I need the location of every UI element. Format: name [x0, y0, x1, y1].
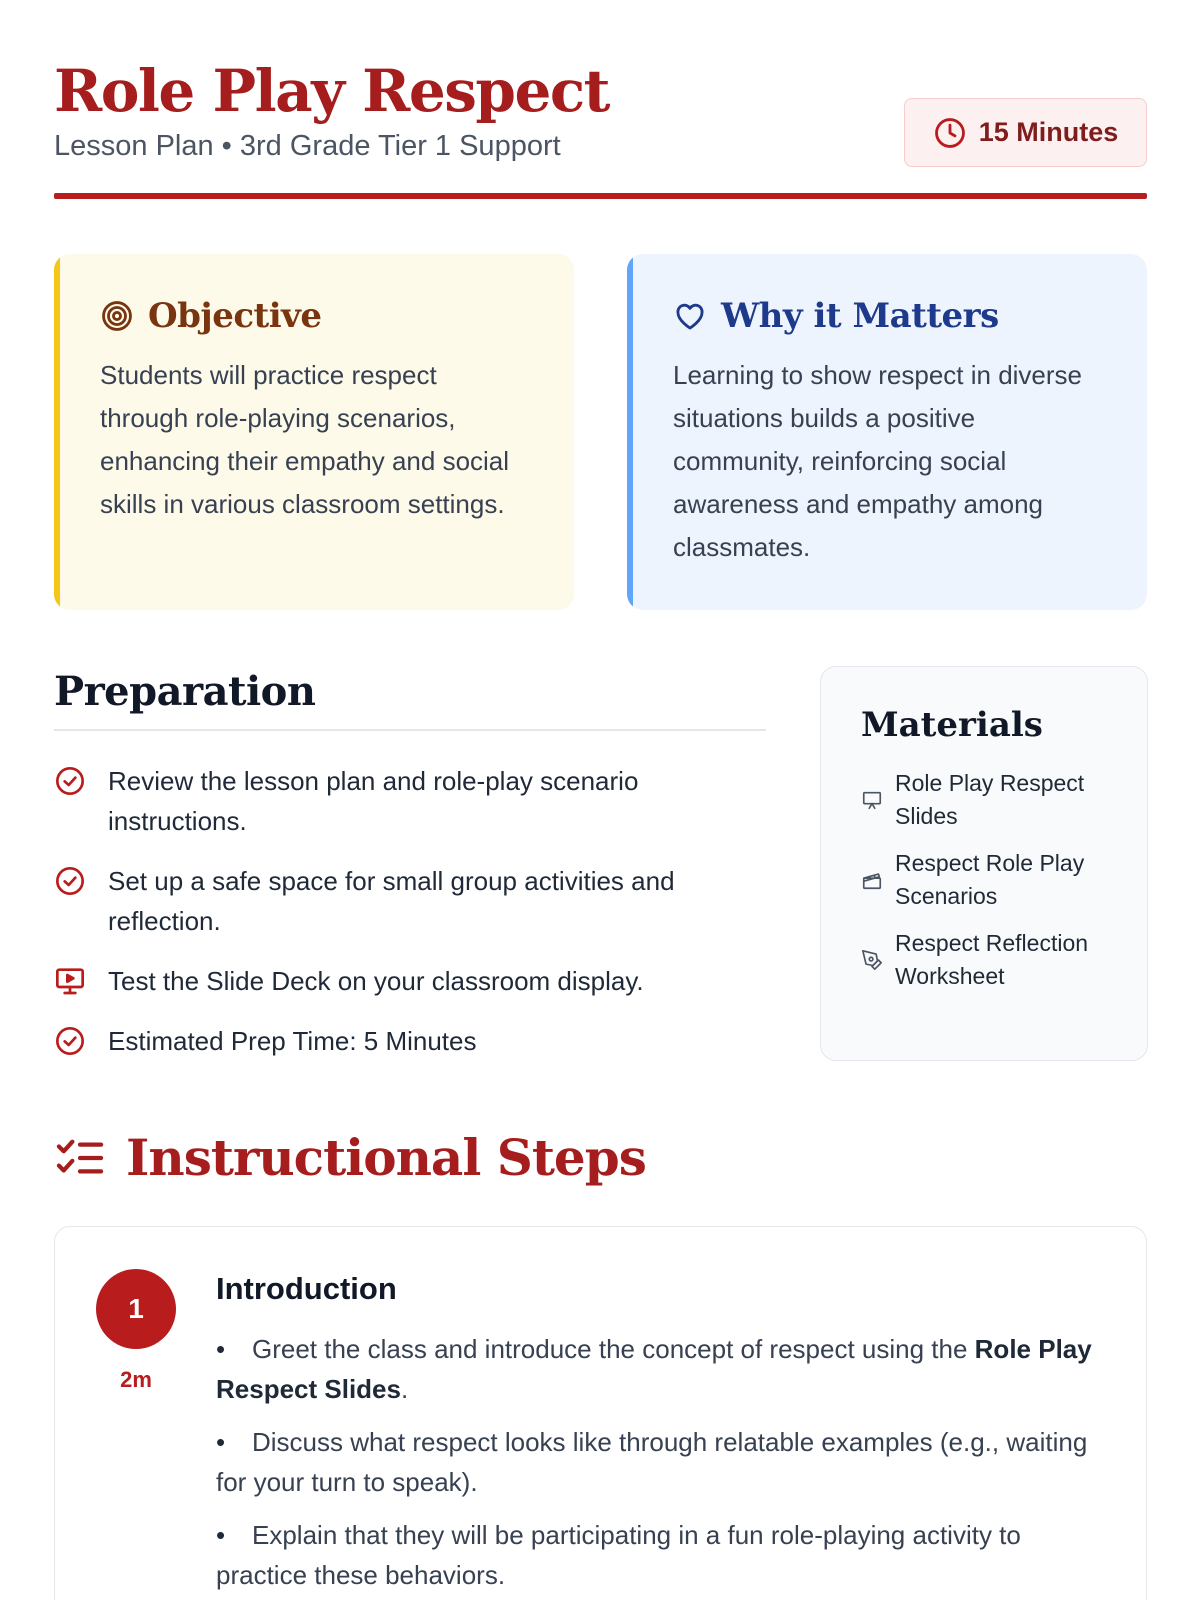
page-title: Role Play Respect — [54, 57, 609, 125]
step-bullet-text: Discuss what respect looks like through relatable examples (e.g., waiting for your turn to speak). — [216, 1427, 1088, 1497]
step-bullet — [216, 1329, 1106, 1409]
preparation-item — [54, 861, 766, 941]
step-bullet-emphasis: Role Play Respect Slides — [216, 1334, 1092, 1404]
step-bullet-text: Explain that they will be participating in a fun role-playing activity to practice these behaviors. — [216, 1520, 1021, 1590]
material-item[interactable] — [861, 927, 1107, 993]
materials-title: Materials — [861, 705, 1043, 745]
materials-panel — [820, 666, 1148, 1061]
why-title: Why it Matters — [721, 296, 999, 336]
preparation-item-text: Test the Slide Deck on your classroom display. — [108, 966, 644, 996]
step-content — [216, 1271, 1106, 1600]
step-bullet-text: Greet the class and introduce the concept of respect using the — [252, 1334, 975, 1364]
material-item[interactable] — [861, 767, 1107, 833]
preparation-item — [54, 761, 766, 841]
why-text: Learning to show respect in diverse situations builds a positive community, reinforcing social awareness and empathy among classmates. — [673, 360, 1083, 562]
preparation-divider — [54, 729, 766, 731]
heart-icon — [673, 299, 707, 333]
check-circle-icon — [54, 865, 86, 897]
duration-badge — [904, 98, 1147, 167]
objective-card — [54, 254, 574, 610]
list-checks-icon — [54, 1135, 106, 1181]
header-divider — [54, 193, 1147, 199]
monitor-icon — [54, 965, 86, 997]
objective-title: Objective — [148, 296, 322, 336]
target-icon — [100, 299, 134, 333]
materials-list — [861, 767, 1107, 993]
bullet-dot: • — [216, 1334, 226, 1364]
material-item[interactable] — [861, 847, 1107, 913]
step-bullet — [216, 1515, 1106, 1595]
preparation-item — [54, 1021, 766, 1061]
why-header — [673, 296, 1101, 336]
material-item-text: Role Play Respect Slides — [895, 770, 1085, 829]
instructional-steps-header — [54, 1128, 646, 1187]
step-card — [54, 1226, 1147, 1600]
material-item-text: Respect Role Play Scenarios — [895, 850, 1085, 909]
step-duration: 2m — [120, 1367, 152, 1392]
objective-text: Students will practice respect through role-playing scenarios, enhancing their empathy and social skills in various classroom settings. — [100, 360, 510, 519]
step-bullet — [216, 1422, 1106, 1502]
check-circle-icon — [54, 1025, 86, 1057]
clapperboard-icon — [861, 869, 883, 891]
preparation-item-text: Set up a safe space for small group activities and reflection. — [108, 866, 675, 936]
preparation-item-text: Estimated Prep Time: 5 Minutes — [108, 1026, 477, 1056]
bullet-dot: • — [216, 1427, 226, 1457]
preparation-item-text: Review the lesson plan and role-play scenario instructions. — [108, 766, 639, 836]
preparation-title: Preparation — [54, 668, 316, 715]
material-item-text: Respect Reflection Worksheet — [895, 930, 1089, 989]
lesson-header — [54, 56, 1147, 201]
clock-icon — [933, 116, 967, 150]
preparation-list — [54, 761, 766, 1061]
check-circle-icon — [54, 765, 86, 797]
preparation-item — [54, 961, 766, 1001]
presentation-icon — [861, 789, 883, 811]
step-number-badge: 1 — [96, 1269, 176, 1349]
objective-header — [100, 296, 528, 336]
step-bullet-text-end: . — [400, 1374, 409, 1404]
page-subtitle: Lesson Plan • 3rd Grade Tier 1 Support — [54, 130, 561, 162]
preparation-section — [54, 668, 766, 1081]
step-bullet-list — [216, 1329, 1106, 1595]
step-title: Introduction — [216, 1271, 397, 1306]
instructional-steps-title: Instructional Steps — [126, 1128, 646, 1187]
duration-label: 15 Minutes — [978, 117, 1119, 147]
bullet-dot: • — [216, 1520, 226, 1550]
why-it-matters-card — [627, 254, 1147, 610]
pen-icon — [861, 949, 883, 971]
